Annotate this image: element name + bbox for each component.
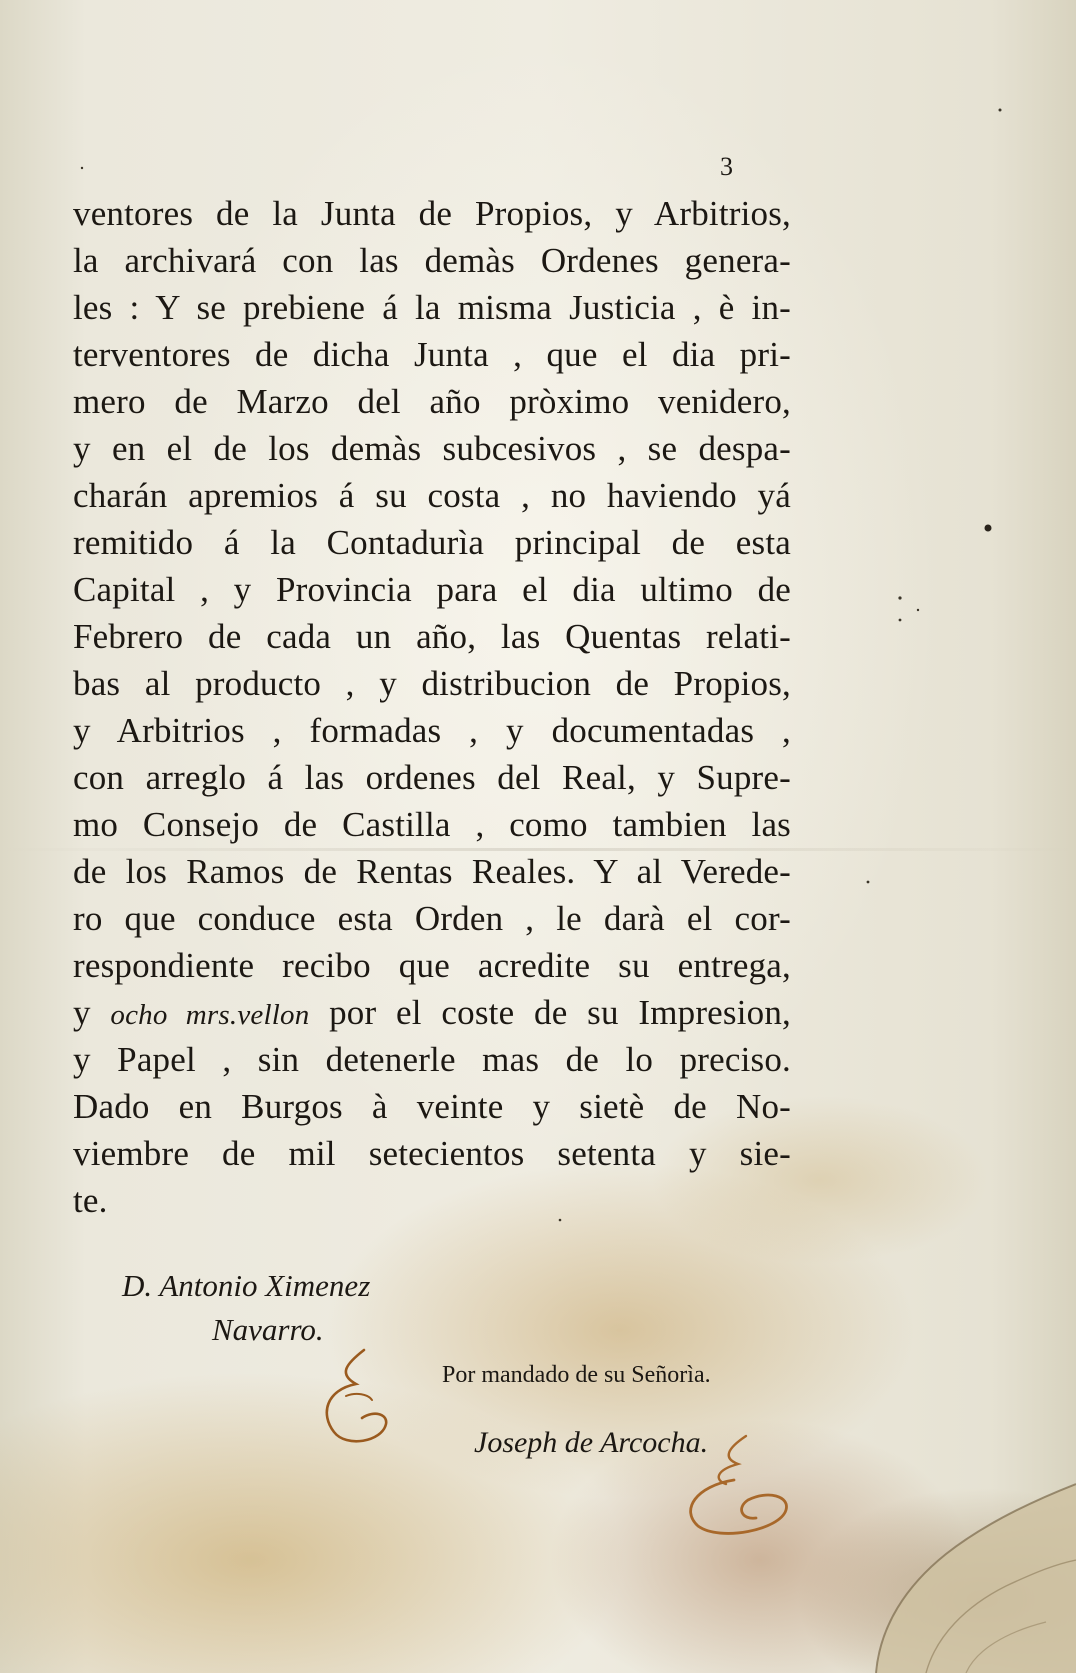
author-signature-line-2: Navarro. (212, 1312, 324, 1347)
text-line: Capital , y Provincia para el dia ultimo de (73, 570, 791, 609)
text-line: te. (73, 1181, 108, 1220)
body-text (73, 190, 791, 1224)
italic-phrase: ocho mrs.vellon (110, 999, 310, 1031)
text-line: de los Ramos de Rentas Reales. Y al Verede- (73, 852, 791, 891)
text-line: bas al producto , y distribucion de Propios, (73, 664, 791, 703)
secretary-signature: Joseph de Arcocha. (474, 1426, 709, 1459)
text-line: Dado en Burgos à veinte y sietè de No- (73, 1087, 791, 1126)
text-line: charán apremios á su costa , no haviendo yá (73, 476, 791, 515)
text-line: remitido á la Contadurìa principal de esta (73, 523, 791, 562)
text-line: ventores de la Junta de Propios, y Arbitrios, (73, 194, 791, 233)
text-line: ro que conduce esta Orden , le darà el cor- (73, 899, 791, 938)
text-line: la archivará con las demàs Ordenes genera- (73, 241, 791, 280)
text-line-italic-phrase (73, 989, 791, 1036)
text-line: y en el de los demàs subcesivos , se despa- (73, 429, 791, 468)
mandate-text: Por mandado de su Señorìa. (442, 1362, 711, 1388)
text-segment: y (73, 993, 111, 1032)
text-line: y Papel , sin detenerle mas de lo preciso. (73, 1040, 791, 1079)
text-line: les : Y se prebiene á la misma Justicia , è in- (73, 288, 791, 327)
text-line: mero de Marzo del año pròximo venidero, (73, 382, 791, 421)
text-line: mo Consejo de Castilla , como tambien las (73, 805, 791, 844)
text-line: Febrero de cada un año, las Quentas relati- (73, 617, 791, 656)
text-line: respondiente recibo que acredite su entrega, (73, 946, 791, 985)
text-segment: por el coste de su Impresion, (309, 993, 792, 1032)
text-line: con arreglo á las ordenes del Real, y Supre- (73, 758, 791, 797)
page-number: 3 (720, 152, 733, 181)
text-line: y Arbitrios , formadas , y documentadas , (73, 711, 791, 750)
rubric-flourish-icon (676, 1430, 796, 1540)
rubric-flourish-icon (316, 1344, 396, 1454)
text-line: terventores de dicha Junta , que el dia pri- (73, 335, 791, 374)
author-signature-line-1: D. Antonio Ximenez (122, 1268, 371, 1303)
torn-paper-corner (816, 1436, 1076, 1673)
text-line: viembre de mil setecientos setenta y sie- (73, 1134, 791, 1173)
